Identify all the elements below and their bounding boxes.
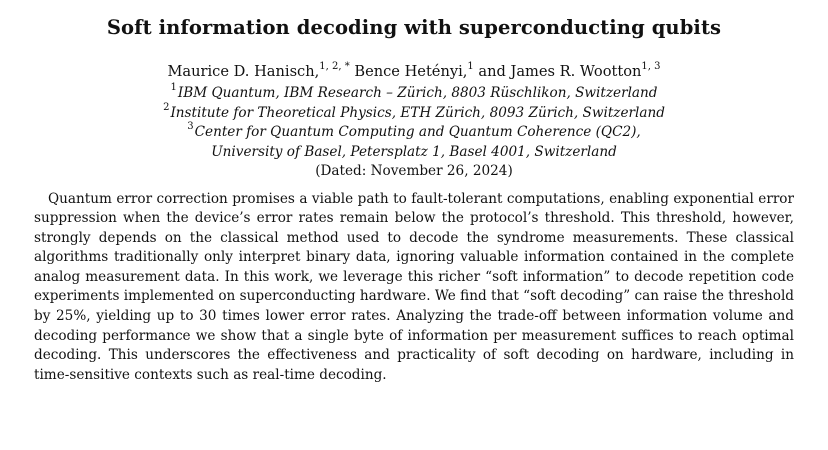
author-list — [22, 62, 806, 82]
affiliation-text: Center for Quantum Computing and Quantum Coherence (QC2), — [194, 124, 641, 140]
affiliation-list — [22, 84, 806, 182]
author-affiliation-marks: 1, 2, * — [319, 61, 350, 73]
affiliation-line — [22, 84, 806, 104]
affiliation-line — [22, 143, 806, 163]
paper-title: Soft information decoding with superconducting qubits — [106, 16, 722, 39]
affiliation-text: Institute for Theoretical Physics, ETH Zürich, 8093 Zürich, Switzerland — [170, 104, 665, 121]
author-affiliation-marks: 1, 3 — [641, 61, 661, 73]
affiliation-mark: 2 — [163, 101, 170, 113]
affiliation-line — [22, 123, 806, 143]
affiliation-text: University of Basel, Petersplatz 1, Basel 4001, Switzerland — [211, 143, 617, 160]
date-line: (Dated: November 26, 2024) — [315, 163, 513, 179]
affiliation-mark: 1 — [170, 82, 177, 94]
author-name: Maurice D. Hanisch, — [167, 63, 320, 80]
author-name: and James R. Wootton — [478, 63, 642, 80]
author-name: Bence Hetényi, — [354, 63, 468, 80]
author-affiliation-marks: 1 — [467, 61, 474, 73]
affiliation-mark: 3 — [187, 121, 194, 133]
abstract-text: Quantum error correction promises a viable path to fault-tolerant computations, enabling exponential error suppression when the device’s error rates remain below the protocol’s threshold. This threshold, however, strongly depends on the classical method used to decode the syndrome measurements. These classical algorithms traditionally only interpret binary data, ignoring valuable information contained in the complete analog measurement data. In this work, we leverage this richer “soft information” to decode repetition code experiments implemented on superconducting hardware. We find that “soft decoding” can raise the threshold by 25%, yielding up to 30 times lower error rates. Analyzing the trade-off between information volume and decoding performance we show that a single byte of information per measurement suffices to reach optimal decoding. This underscores the effectiveness and practicality of soft decoding on hardware, including in time-sensitive contexts such as real-time decoding. — [34, 190, 794, 383]
affiliation-line — [22, 101, 806, 124]
affiliation-text: IBM Quantum, IBM Research – Zürich, 8803 Rüschlikon, Switzerland — [177, 85, 658, 101]
